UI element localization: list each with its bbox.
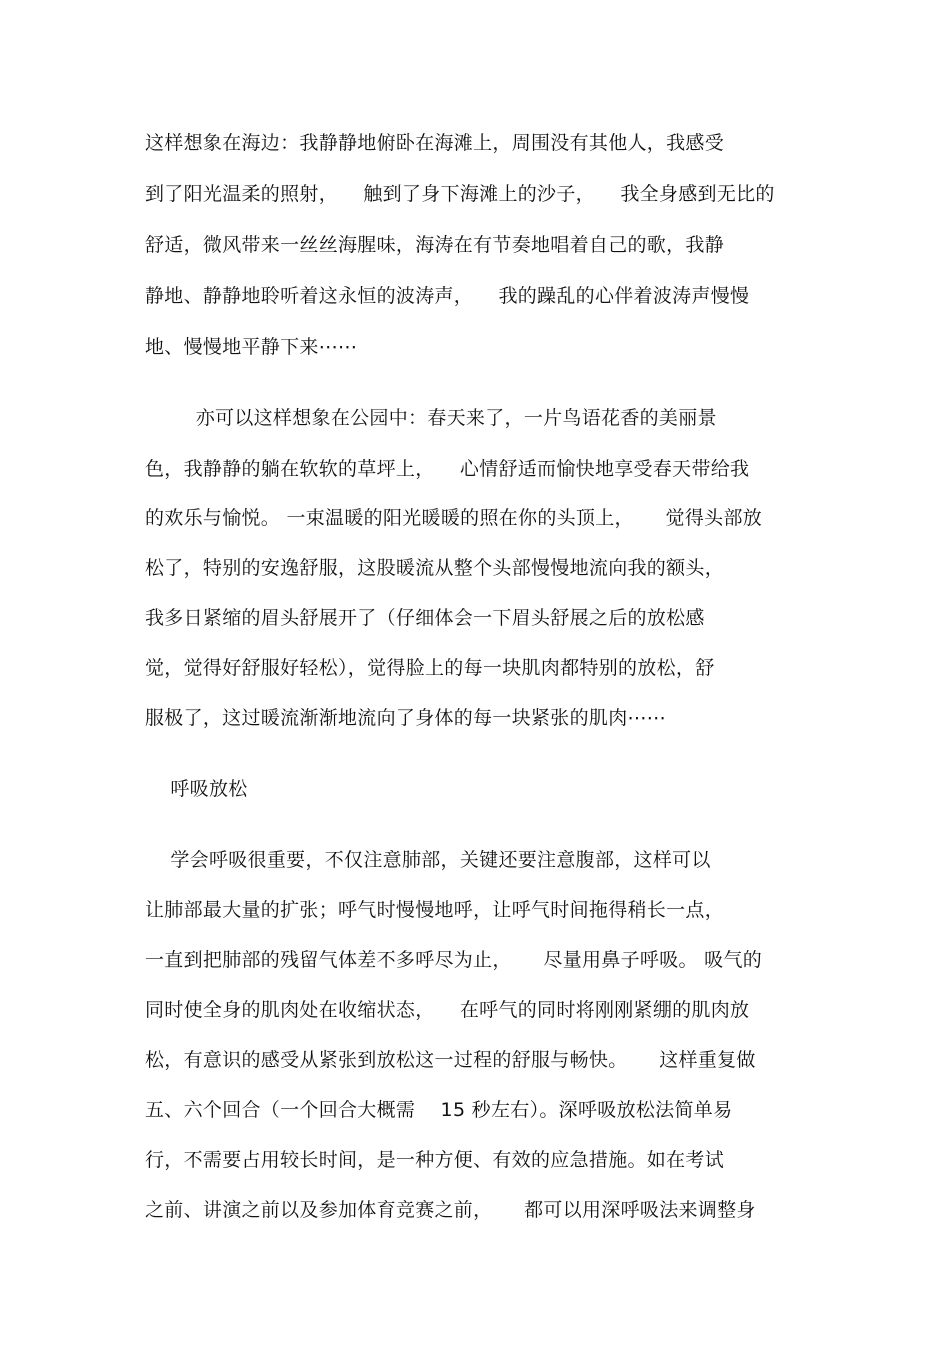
text-line: 同时使全身的肌肉处在收缩状态， 在呼气的同时将刚刚紧绷的肌肉放	[145, 999, 750, 1021]
text-line: 松了，特别的安逸舒服，这股暖流从整个头部慢慢地流向我的额头，	[145, 557, 725, 579]
text-line: 这样想象在海边：我静静地俯卧在海滩上，周围没有其他人，我感受	[145, 132, 725, 154]
text-line: 五、六个回合（一个回合大概需 15 秒左右）。深呼吸放松法简单易	[145, 1099, 733, 1121]
text-line: 松，有意识的感受从紧张到放松这一过程的舒服与畅快。 这样重复做	[145, 1049, 756, 1071]
text-line: 舒适，微风带来一丝丝海腥味，海涛在有节奏地唱着自己的歌，我静	[145, 234, 725, 256]
text-line: 到了阳光温柔的照射， 触到了身下海滩上的沙子， 我全身感到无比的	[145, 183, 775, 205]
text-line: 一直到把肺部的残留气体差不多呼尽为止， 尽量用鼻子呼吸。 吸气的	[145, 949, 763, 971]
text-line: 我多日紧缩的眉头舒展开了（仔细体会一下眉头舒展之后的放松感	[145, 607, 705, 629]
text-line: 的欢乐与愉悦。 一束温暖的阳光暖暖的照在你的头顶上， 觉得头部放	[145, 507, 763, 529]
text-line: 地、慢慢地平静下来⋯⋯	[145, 336, 358, 358]
text-line: 之前、讲演之前以及参加体育竞赛之前， 都可以用深呼吸法来调整身	[145, 1199, 756, 1221]
text-line: 亦可以这样想象在公园中：春天来了，一片鸟语花香的美丽景	[145, 407, 717, 429]
section-heading: 呼吸放松	[145, 778, 248, 800]
text-line: 服极了，这过暖流渐渐地流向了身体的每一块紧张的肌肉⋯⋯	[145, 707, 667, 729]
text-line: 觉，觉得好舒服好轻松），觉得脸上的每一块肌肉都特别的放松，舒	[145, 657, 715, 679]
text-line: 让肺部最大量的扩张；呼气时慢慢地呼，让呼气时间拖得稍长一点，	[145, 899, 725, 921]
text-line: 学会呼吸很重要，不仅注意肺部，关键还要注意腹部，这样可以	[145, 849, 711, 871]
text-line: 行，不需要占用较长时间，是一种方便、有效的应急措施。如在考试	[145, 1149, 725, 1171]
text-line: 色，我静静的躺在软软的草坪上， 心情舒适而愉快地享受春天带给我	[145, 458, 750, 480]
text-line: 静地、静静地聆听着这永恒的波涛声， 我的躁乱的心伴着波涛声慢慢	[145, 285, 750, 307]
